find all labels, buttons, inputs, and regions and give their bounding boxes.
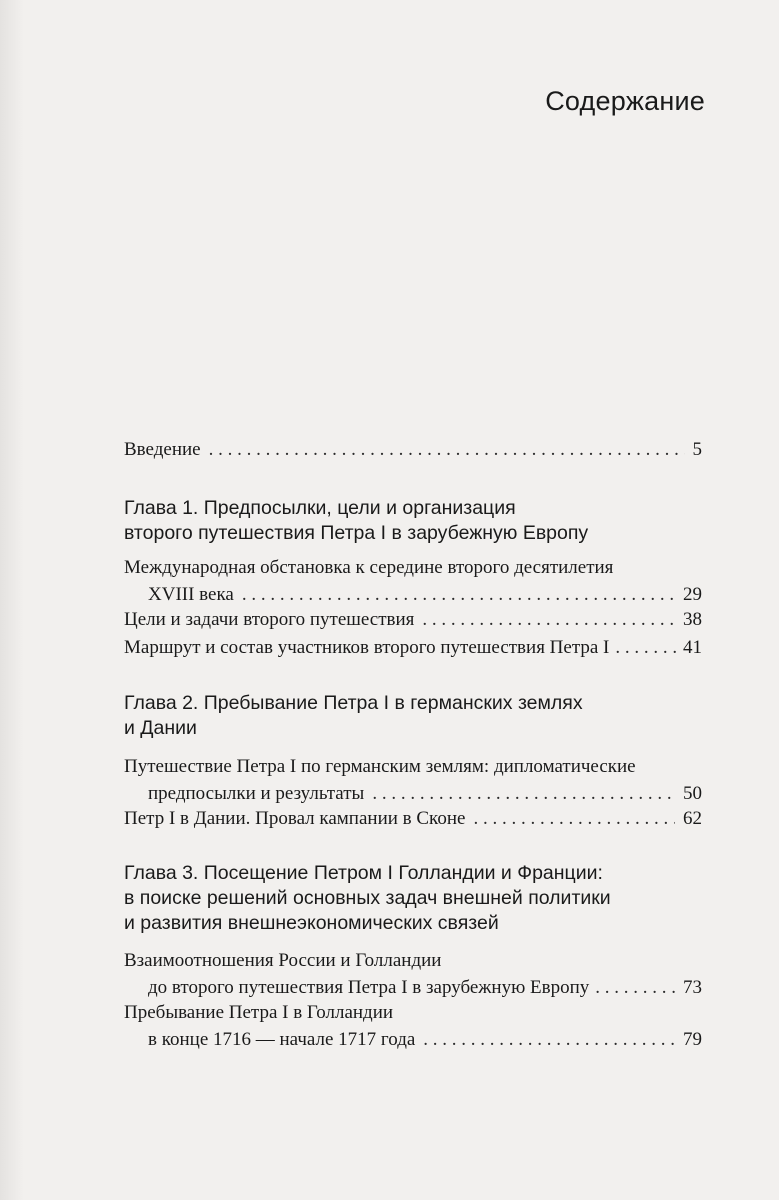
chapter-heading-line: в поиске решений основных задач внешней политики bbox=[124, 887, 611, 909]
page-number: 5 bbox=[692, 439, 702, 460]
page-edge-shadow bbox=[0, 0, 24, 1200]
toc-entry-1-2[interactable] bbox=[124, 606, 702, 633]
chapter-1-heading bbox=[124, 496, 684, 546]
toc-entry-3-1[interactable] bbox=[124, 947, 702, 1001]
chapter-heading-line: Глава 3. Посещение Петром I Голландии и Франции: bbox=[124, 862, 603, 884]
entry-label: Цели и задачи второго путешествия bbox=[124, 609, 415, 630]
dot-leader bbox=[372, 780, 675, 807]
page-number: 62 bbox=[683, 808, 702, 829]
dot-leader bbox=[242, 581, 675, 608]
toc-entry-intro[interactable] bbox=[124, 436, 702, 463]
chapter-3-heading bbox=[124, 861, 684, 936]
chapter-heading-line: Глава 2. Пребывание Петра I в германских землях bbox=[124, 692, 583, 714]
toc-entry-3-2[interactable] bbox=[124, 999, 702, 1053]
entry-label: Взаимоотношения России и Голландии bbox=[124, 950, 442, 971]
page-number: 79 bbox=[683, 1029, 702, 1050]
page-number: 41 bbox=[683, 637, 702, 658]
chapter-heading-line: второго путешествия Петра I в зарубежную Европу bbox=[124, 522, 589, 544]
chapter-heading-line: и развития внешнеэкономических связей bbox=[124, 912, 499, 934]
page-number: 50 bbox=[683, 783, 702, 804]
chapter-heading-line: Глава 1. Предпосылки, цели и организация bbox=[124, 497, 516, 519]
entry-label: Международная обстановка к середине второго десятилетия bbox=[124, 557, 614, 578]
page-number: 29 bbox=[683, 584, 702, 605]
chapter-heading-line: и Дании bbox=[124, 717, 197, 739]
entry-label: Введение bbox=[124, 439, 201, 460]
dot-leader bbox=[209, 436, 685, 463]
entry-label: предпосылки и результаты bbox=[148, 783, 365, 804]
dot-leader bbox=[473, 805, 675, 832]
dot-leader bbox=[422, 606, 675, 633]
dot-leader bbox=[615, 634, 679, 661]
entry-label: Петр I в Дании. Провал кампании в Сконе bbox=[124, 808, 466, 829]
entry-label: XVIII века bbox=[148, 584, 234, 605]
entry-label: до второго путешествия Петра I в зарубежную Европу bbox=[148, 977, 590, 998]
page-number: 38 bbox=[683, 609, 702, 630]
chapter-2-heading bbox=[124, 691, 684, 741]
toc-entry-2-2[interactable] bbox=[124, 805, 702, 832]
entry-label: в конце 1716 — начале 1717 года bbox=[148, 1029, 416, 1050]
toc-entry-1-3[interactable] bbox=[124, 634, 702, 661]
dot-leader bbox=[595, 974, 679, 1001]
entry-label: Маршрут и состав участников второго путешествия Петра I bbox=[124, 637, 610, 658]
entry-label: Путешествие Петра I по германским землям: дипломатические bbox=[124, 756, 636, 777]
toc-entry-1-1[interactable] bbox=[124, 554, 702, 608]
entry-label: Пребывание Петра I в Голландии bbox=[124, 1002, 394, 1023]
page-number: 73 bbox=[683, 977, 702, 998]
toc-entry-2-1[interactable] bbox=[124, 753, 702, 807]
toc-title: Содержание bbox=[545, 86, 705, 116]
dot-leader bbox=[423, 1026, 675, 1053]
